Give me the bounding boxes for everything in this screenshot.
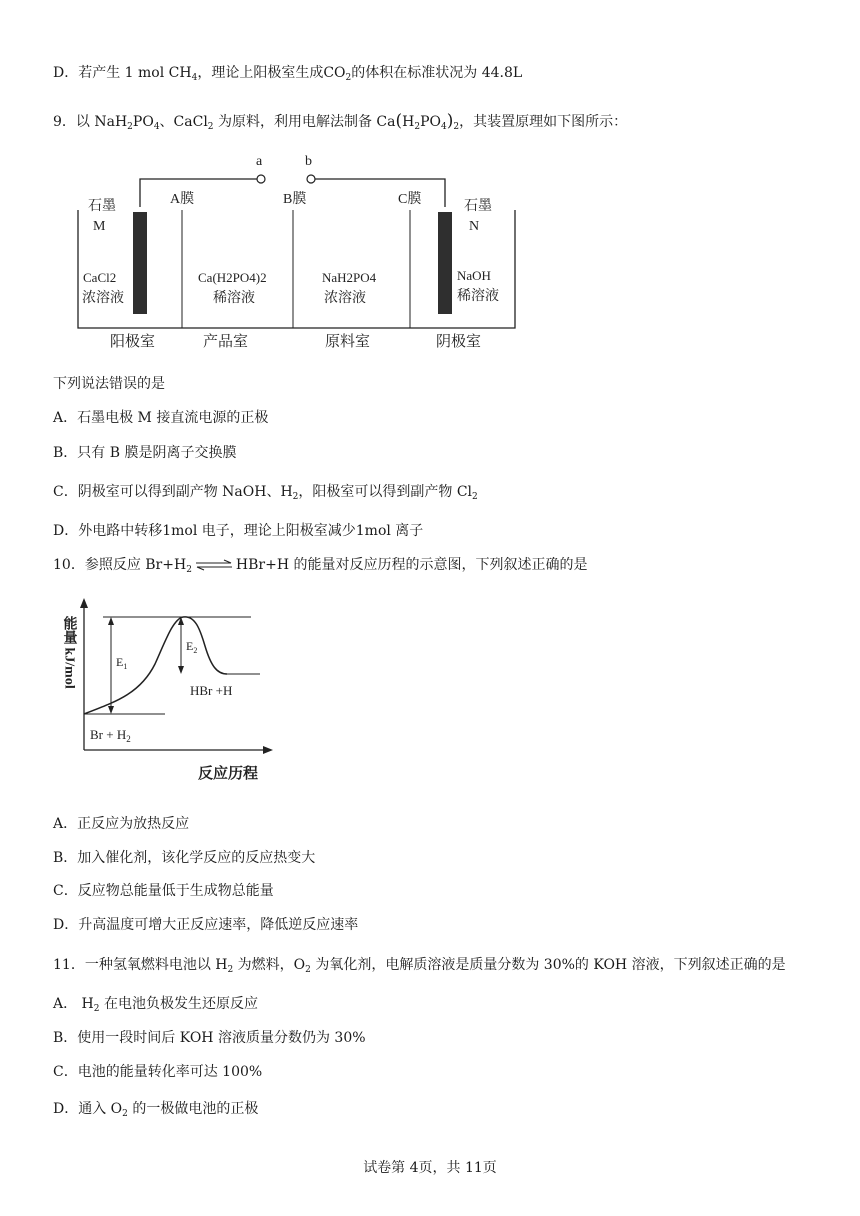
paren: ) xyxy=(446,111,454,131)
text: 在电池负极发生还原反应 xyxy=(99,996,258,1012)
energy-profile-diagram xyxy=(55,594,285,794)
e2-arrow-head-bottom xyxy=(178,666,184,674)
equilibrium-arrow-icon xyxy=(194,559,234,571)
x-axis-label: 反应历程 xyxy=(198,766,259,782)
subscript: 2 xyxy=(207,122,214,132)
chamber4-line2: 稀溶液 xyxy=(457,289,499,304)
q9-option-c xyxy=(53,482,478,502)
wire-left xyxy=(140,179,257,207)
electrode-n-top-label: 石墨 xyxy=(464,199,492,214)
reaction-curve xyxy=(84,617,227,714)
q9-option-d: D．外电路中转移1mol 电子，理论上阳极室减少1mol 离子 xyxy=(53,523,424,539)
e1-arrow-head-bottom xyxy=(108,706,114,714)
text: D．通入 O xyxy=(53,1101,123,1117)
text: H xyxy=(402,114,415,130)
q11-option-d xyxy=(53,1099,258,1119)
label-anode-room: 阳极室 xyxy=(110,334,156,350)
electrode-n xyxy=(438,212,452,314)
q11-option-a xyxy=(53,994,258,1014)
wire-right xyxy=(315,179,445,207)
chamber4-line1: NaOH xyxy=(457,268,491,283)
q9-prompt: 下列说法错误的是 xyxy=(53,376,165,392)
formula: CO xyxy=(323,65,346,81)
terminal-b-label: b xyxy=(305,154,312,169)
membrane-a-label: A膜 xyxy=(170,192,195,207)
subscript: 4 xyxy=(191,73,198,83)
text: 、CaCl xyxy=(159,114,208,130)
subscript: 4 xyxy=(153,122,160,132)
e2-label: $E_2$ xyxy=(186,639,198,655)
text: 的一极做电池的正极 xyxy=(127,1101,259,1117)
product-label: HBr +H xyxy=(190,683,233,698)
q9-stem xyxy=(53,111,627,132)
q11-option-c: C．电池的能量转化率可达 100% xyxy=(53,1064,263,1080)
q10-option-c: C．反应物总能量低于生成物总能量 xyxy=(53,883,274,899)
chamber1-line1: CaCl2 xyxy=(83,270,117,285)
q9-option-b: B．只有 B 膜是阴离子交换膜 xyxy=(53,445,237,461)
text: D．若产生 1 mol xyxy=(53,65,169,81)
subscript: 2 xyxy=(453,122,460,132)
q8-option-d xyxy=(53,63,522,83)
chamber2-line2: 稀溶液 xyxy=(213,291,255,306)
chamber3-line1: NaH2PO4 xyxy=(322,270,377,285)
text: 为氧化剂，电解质溶液是质量分数为 30%的 KOH 溶液，下列叙述正确的是 xyxy=(310,957,786,973)
subscript: 2 xyxy=(472,492,478,502)
q10-option-a: A．正反应为放热反应 xyxy=(53,816,190,832)
y-axis-arrow xyxy=(80,598,88,608)
electrode-m-top-label: 石墨 xyxy=(88,199,116,214)
subscript: 4 xyxy=(441,122,447,132)
subscript: 2 xyxy=(227,965,234,975)
text: PO xyxy=(420,114,441,130)
q10-option-b: B．加入催化剂，该化学反应的反应热变大 xyxy=(53,850,316,866)
text: 的体积在标准状况为 44.8L xyxy=(351,65,523,81)
subscript: 2 xyxy=(345,73,352,83)
label-cathode-room: 阴极室 xyxy=(436,334,482,350)
text: PO xyxy=(132,114,154,130)
e1-arrow-head-top xyxy=(108,617,114,625)
membrane-b-label: B膜 xyxy=(283,192,307,207)
page-footer: 试卷第 4页，共 11页 xyxy=(363,1160,497,1176)
text: 10．参照反应 Br+H xyxy=(53,557,187,573)
label-raw-room: 原料室 xyxy=(325,334,371,350)
text: 为燃料，O xyxy=(233,957,306,973)
q11-option-b: B．使用一段时间后 KOH 溶液质量分数仍为 30% xyxy=(53,1030,366,1046)
y-axis-label: 能量 kJ/mol xyxy=(61,616,77,689)
q9-option-a: A．石墨电极 M 接直流电源的正极 xyxy=(53,410,269,426)
electrode-n-bottom-label: N xyxy=(469,219,480,234)
x-axis-arrow xyxy=(263,746,273,754)
text: 为原料，利用电解法制备 Ca xyxy=(213,114,396,130)
paren: ( xyxy=(395,111,403,131)
text: HBr+H 的能量对反应历程的示意图，下列叙述正确的是 xyxy=(235,557,588,573)
subscript: 2 xyxy=(93,1004,100,1014)
membrane-c-label: C膜 xyxy=(398,192,422,207)
electrode-m-bottom-label: M xyxy=(93,219,106,234)
terminal-a-label: a xyxy=(256,154,263,169)
text: ，理论上阳极室生成 xyxy=(197,65,324,81)
q10-stem xyxy=(53,555,588,575)
terminal-a xyxy=(257,175,265,183)
text: A． H xyxy=(53,996,94,1012)
terminal-b xyxy=(307,175,315,183)
subscript: 2 xyxy=(127,122,133,132)
text: ，阳极室可以得到副产物 Cl xyxy=(298,484,473,500)
chamber3-line2: 浓溶液 xyxy=(324,291,366,306)
subscript: 2 xyxy=(305,965,311,975)
reactant-label: $Br + H_2$ xyxy=(90,727,131,744)
electrode-m xyxy=(133,212,147,314)
q10-option-d: D．升高温度可增大正反应速率，降低逆反应速率 xyxy=(53,917,359,933)
label-product-room: 产品室 xyxy=(203,334,249,350)
e1-label: $E_1$ xyxy=(116,655,128,671)
text: 9．以 NaH xyxy=(53,114,128,130)
q11-stem xyxy=(53,955,786,975)
chamber1-line2: 浓溶液 xyxy=(82,291,124,306)
subscript: 2 xyxy=(186,565,192,575)
formula: CH xyxy=(168,65,192,81)
text: C．阴极室可以得到副产物 NaOH、H xyxy=(53,484,293,500)
text: ，其装置原理如下图所示： xyxy=(459,114,628,130)
electrolysis-cell-diagram xyxy=(70,148,530,358)
text: 11．一种氢氧燃料电池以 H xyxy=(53,957,228,973)
subscript: 2 xyxy=(414,122,421,132)
subscript: 2 xyxy=(292,492,299,502)
subscript: 2 xyxy=(122,1109,128,1119)
chamber2-line1: Ca(H2PO4)2 xyxy=(198,270,267,285)
